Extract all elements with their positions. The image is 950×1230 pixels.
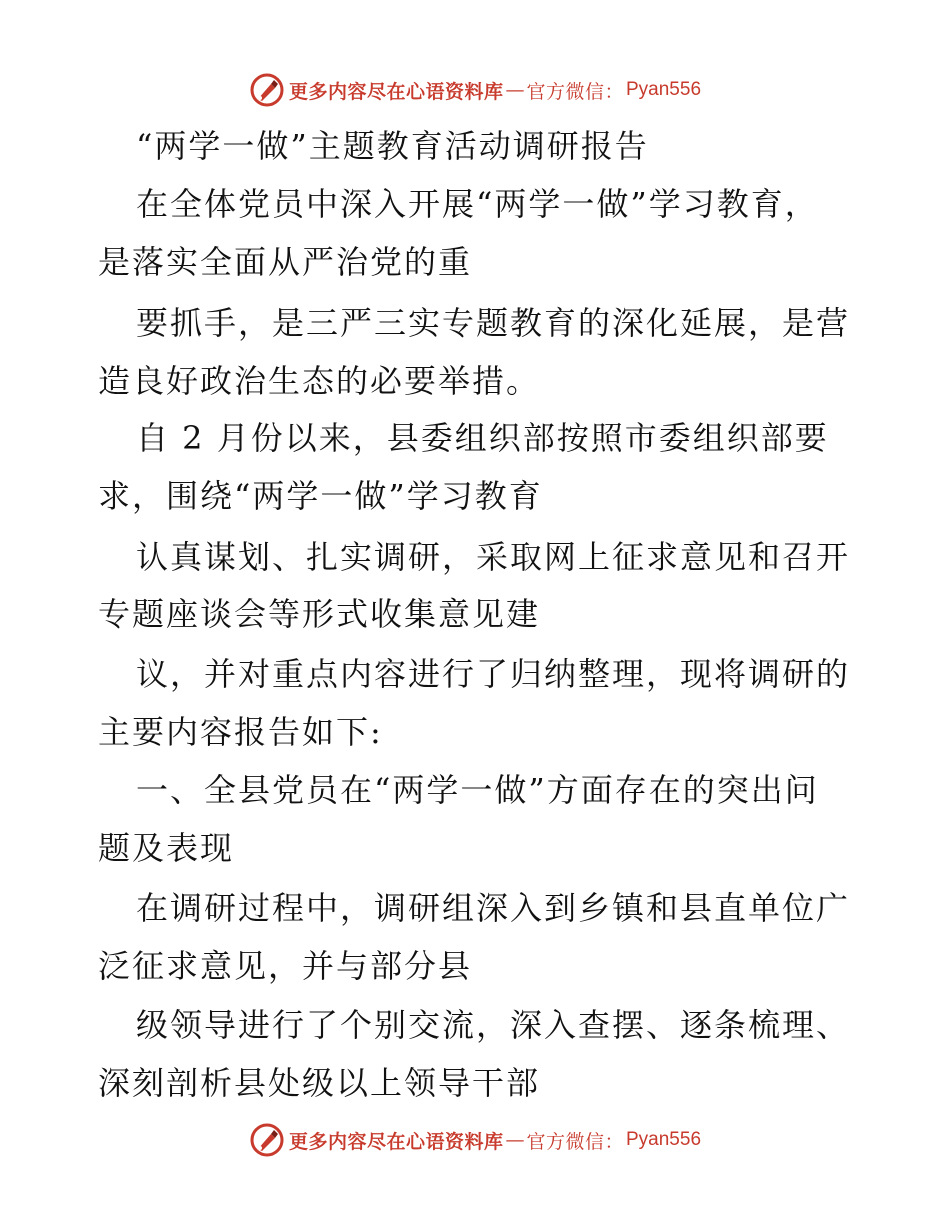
paragraph-line: 要抓手，是三严三实专题教育的深化延展，是营 [136,304,851,342]
paragraph-line: 深刻剖析县处级以上领导干部 [98,1064,541,1102]
watermark-wechat-id: Pyan556 [626,79,702,100]
paragraph-line: 求，围绕“两学一做”学习教育 [98,477,543,515]
document-title: “两学一做”主题教育活动调研报告 [136,127,649,165]
pen-icon [249,1122,285,1158]
watermark-header [0,70,950,110]
paragraph-line: 认真谋划、扎实调研，采取网上征求意见和召开 [136,538,851,576]
paragraph-line: 在调研过程中，调研组深入到乡镇和县直单位广 [136,889,851,927]
watermark-sub-text: 官方微信： [526,1130,624,1153]
paragraph-line: 是落实全面从严治党的重 [98,243,473,281]
paragraph-line: 在全体党员中深入开展“两学一做”学习教育， [136,185,819,223]
paragraph-line: 自 2 月份以来，县委组织部按照市委组织部要 [136,419,829,457]
watermark-dash: — [505,79,525,101]
watermark-main-text: 更多内容尽在心语资料库 [288,80,504,103]
watermark-sub-text: 官方微信： [526,80,624,103]
pen-icon [249,72,285,108]
watermark-main-text: 更多内容尽在心语资料库 [288,1130,504,1153]
watermark-dash: — [505,1129,525,1151]
paragraph-line: 专题座谈会等形式收集意见建 [98,595,541,633]
paragraph-line: 造良好政治生态的必要举措。 [98,362,541,400]
watermark-footer [0,1120,950,1160]
paragraph-line: 级领导进行了个别交流，深入查摆、逐条梳理、 [136,1006,851,1044]
paragraph-line: 主要内容报告如下: [98,713,383,751]
section-heading: 题及表现 [98,829,235,867]
section-heading: 一、全县党员在“两学一做”方面存在的突出问 [136,771,819,809]
watermark-wechat-id: Pyan556 [626,1129,702,1150]
paragraph-line: 泛征求意见，并与部分县 [98,947,473,985]
paragraph-line: 议，并对重点内容进行了归纳整理，现将调研的 [136,655,851,693]
